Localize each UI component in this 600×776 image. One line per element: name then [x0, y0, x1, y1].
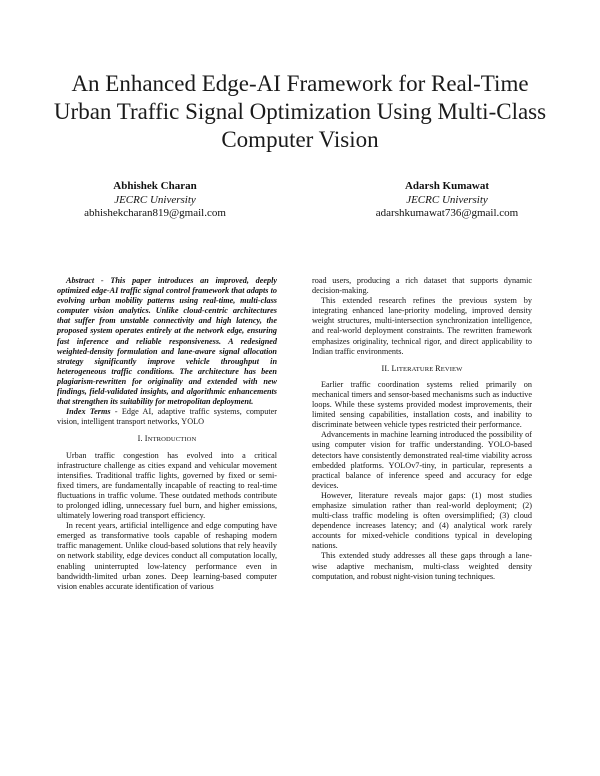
section-heading-introduction: I. INTRODUCTION	[137, 434, 197, 444]
author-block-1	[60, 180, 250, 221]
paragraph-continued: road users, producing a rich dataset that supports dynamic decision-making.	[312, 276, 532, 296]
author-affiliation: JECRC University	[114, 193, 196, 206]
index-terms-label: Index Terms -	[66, 407, 118, 417]
abstract-text: This paper introduces an improved, deeply optimized edge-AI traffic signal control framework that adapts to evolving urban mobility patterns using real-time, multi-class computer vision analytics. Unlike cloud-centric architectures that suffer from unstable connectivity and high latency, the proposed system operates entirely at the network edge, ensuring fast inference and reliable responsiveness. A redesigned weighted-density formulation and lane-aware signal allocation strategy significantly improve vehicle throughput in heterogeneous traffic conditions. The architecture has been plagiarism-rewritten for originality and extended with new findings, field-validated insights, and algorithmic enhancements that strengthen its suitability for metropolitan deployment.	[57, 276, 277, 407]
right-column	[312, 276, 532, 582]
index-terms	[57, 407, 277, 427]
paragraph: This extended research refines the previous system by integrating enhanced lane-priority modeling, improved density weight structures, multi-intersection synchronization intelligence, and real-world deployment constraints. The rewritten framework emphasizes originality, technical rigor, and direct applicability to Indian traffic environments.	[312, 296, 532, 356]
paragraph: Advancements in machine learning introduced the possibility of using computer vision for traffic understanding. YOLO-based detectors have consistently demonstrated real-time viability across embedded platforms. YOLOv7-tiny, in particular, represents a practical balance of inference speed and accuracy for edge devices.	[312, 430, 532, 490]
paragraph: Urban traffic congestion has evolved into a critical infrastructure challenge as cities expand and vehicular movement intensifies. Traditional traffic lights, governed by fixed or semi-fixed timers, are fundamentally incapable of reacting to real-time fluctuations in traffic volume. These outdated methods contribute to prolonged idling, unnecessary fuel burn, and higher emissions, ultimately lowering road transport efficiency.	[57, 450, 277, 521]
author-block-2	[352, 180, 542, 221]
section-heading-literature-review: II. LITERATURE REVIEW	[381, 363, 463, 373]
abstract-label: Abstract -	[66, 276, 104, 285]
author-name: Abhishek Charan	[113, 180, 197, 192]
author-email: adarshkumawat736@gmail.com	[375, 207, 519, 219]
paragraph: However, literature reveals major gaps: (1) most studies emphasize simulation rather than real-world deployment; (2) multi-class traffic modeling is often oversimplified; (3) cloud dependence increases latency; and (4) analytical work rarely accounts for mixed-vehicle conditions typical in developing nations.	[312, 490, 532, 551]
author-email: abhishekcharan819@gmail.com	[84, 207, 226, 219]
paper-title: An Enhanced Edge-AI Framework for Real-Time Urban Traffic Signal Optimization Using Multi-Class Computer Vision	[53, 71, 547, 152]
paragraph: In recent years, artificial intelligence and edge computing have emerged as transformative tools capable of reshaping modern traffic management. Unlike cloud-based solutions that rely heavily on network stability, edge devices conduct all computation locally, enabling uninterrupted low-latency performance even in bandwidth-limited urban zones. Deep learning-based computer vision enables accurate identification of various	[57, 521, 277, 591]
paragraph: This extended study addresses all these gaps through a lane-wise adaptive mechanism, multi-class weighted density computation, and robust night-vision tuning techniques.	[312, 551, 532, 581]
author-name: Adarsh Kumawat	[404, 180, 490, 192]
abstract	[57, 276, 277, 407]
left-column	[57, 276, 277, 592]
paragraph: Earlier traffic coordination systems relied primarily on mechanical timers and sensor-based mechanisms such as inductive loops. While these systems provided modest improvements, their limited sensing capabilities, installation costs, and inability to discriminate between vehicle types restricted their performance.	[312, 379, 532, 430]
index-terms-text: Edge AI, adaptive traffic systems, computer vision, intelligent transport networks, YOLO	[57, 407, 277, 427]
author-affiliation: JECRC University	[406, 193, 488, 206]
